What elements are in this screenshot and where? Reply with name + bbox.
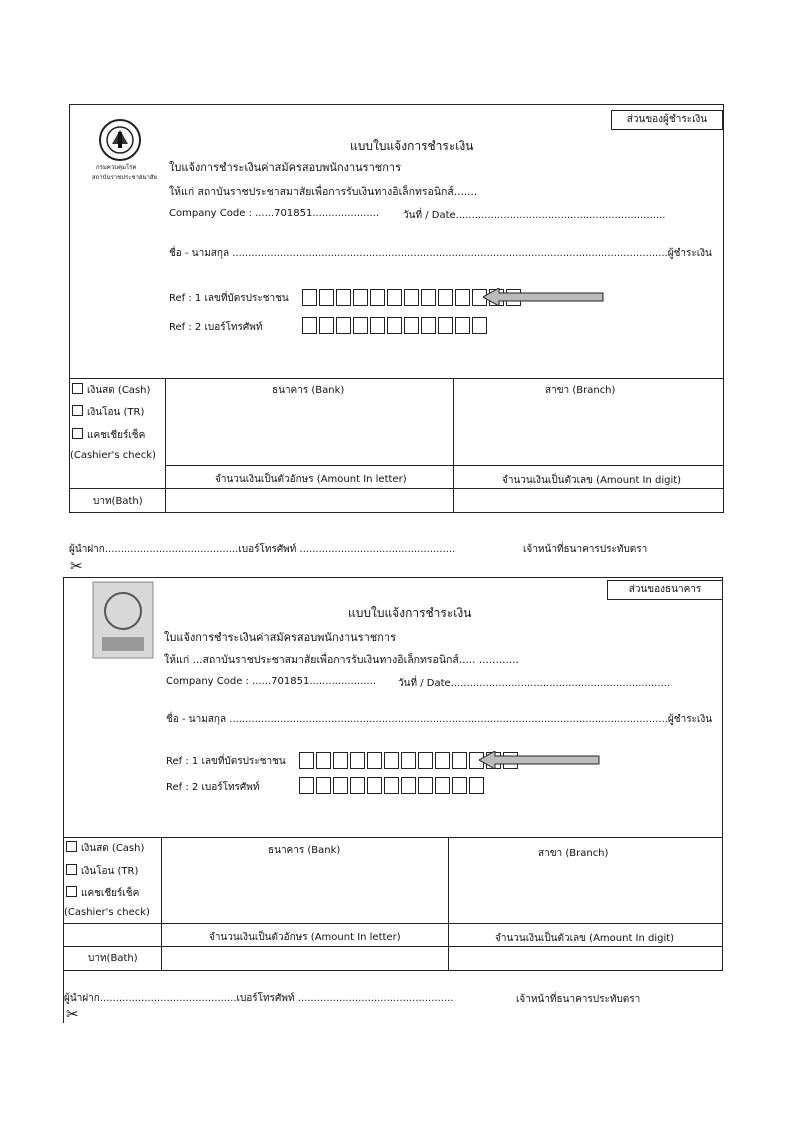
bank-ref1-label: Ref : 1 เลขที่บัตรประชาชน [166,756,286,767]
bank-header: ธนาคาร (Bank) [268,845,341,856]
payer-company-code: Company Code : ......701851..................... [169,208,380,219]
bank-officer-stamp: เจ้าหน้าที่ธนาคารประทับตรา [516,994,641,1005]
bank-section-tag: ส่วนของธนาคาร [607,580,723,600]
bank-to-line: ให้แก่ ...สถาบันราชประชาสมาสัยเพื่อการรับเงินทางอิเล็กทรอนิกส์..... ............ [164,654,519,666]
checkbox-icon [66,886,77,897]
transfer-option[interactable] [66,864,138,879]
branch-header: สาขา (Branch) [538,848,609,859]
cheque-option[interactable] [72,428,145,443]
cheque-english-label: (Cashier's check) [64,907,150,918]
cash-label: เงินสด (Cash) [81,843,145,854]
bank-date-field[interactable]: วันที่ / Date..................................................................... [398,678,671,689]
cheque-label: แคชเชียร์เช็ค [81,888,140,899]
cash-option[interactable] [72,383,150,398]
bank-depositor-field[interactable]: ผู้นำฝาก...........................................เบอร์โทรศัพท์ ................................................. [64,993,454,1004]
checkbox-icon [66,841,77,852]
pointer-arrow-icon [483,288,605,306]
bank-phone-boxes[interactable] [299,777,484,794]
ministry-logo-icon [92,118,148,162]
payer-ref1-label: Ref : 1 เลขที่บัตรประชาชน [169,293,289,304]
payer-name-field[interactable]: ชื่อ - นามสกุล .........................................................................................................................................ผู้ชำระเงิน [169,248,712,259]
checkbox-icon [72,428,83,439]
payer-to-line: ให้แก่ สถาบันราชประชาสมาสัยเพื่อการรับเงินทางอิเล็กทรอนิกส์....... [169,186,478,198]
baht-label: บาท(Bath) [93,496,143,507]
payer-slip-title: แบบใบแจ้งการชำระเงิน [350,139,474,153]
transfer-label: เงินโอน (TR) [81,866,139,877]
payer-phone-boxes[interactable] [302,317,487,334]
scissors-icon: ✂ [70,557,83,575]
baht-label: บาท(Bath) [88,953,138,964]
payer-depositor-field[interactable]: ผู้นำฝาก..........................................เบอร์โทรศัพท์ ................................................. [69,544,456,555]
pointer-arrow-icon [479,751,601,769]
cheque-label: แคชเชียร์เช็ค [87,430,146,441]
checkbox-icon [66,864,77,875]
amount-digit-header: จำนวนเงินเป็นตัวเลข (Amount In digit) [495,933,675,944]
amount-digit-header: จำนวนเงินเป็นตัวเลข (Amount In digit) [502,475,682,486]
transfer-label: เงินโอน (TR) [87,407,145,418]
payer-subtitle: ใบแจ้งการชำระเงินค่าสมัครสอบพนักงานราชการ [169,161,401,174]
bank-slip-title: แบบใบแจ้งการชำระเงิน [348,606,472,620]
bank-subtitle: ใบแจ้งการชำระเงินค่าสมัครสอบพนักงานราชการ [164,631,396,644]
amount-letter-header: จำนวนเงินเป็นตัวอักษร (Amount In letter) [209,932,401,943]
scissors-icon: ✂ [66,1005,79,1023]
bank-ref2-label: Ref : 2 เบอร์โทรศัพท์ [166,782,260,793]
amount-letter-header: จำนวนเงินเป็นตัวอักษร (Amount In letter) [215,474,407,485]
cash-label: เงินสด (Cash) [87,385,151,396]
bank-header: ธนาคาร (Bank) [272,385,345,396]
cheque-english-label: (Cashier's check) [70,450,156,461]
bank-company-code: Company Code : ......701851..................... [166,676,377,687]
ministry-logo-stamp-icon [92,581,154,659]
checkbox-icon [72,405,83,416]
logo-caption-2: สถาบันราชประชาสมาสัย [92,174,158,181]
payer-section-tag: ส่วนของผู้ชำระเงิน [611,110,723,130]
transfer-option[interactable] [72,405,144,420]
payer-date-field[interactable]: วันที่ / Date.................................................................. [403,210,666,221]
payer-ref2-label: Ref : 2 เบอร์โทรศัพท์ [169,322,263,333]
checkbox-icon [72,383,83,394]
cash-option[interactable] [66,841,144,856]
logo-caption-1: กรมควบคุมโรค [96,164,137,171]
cheque-option[interactable] [66,886,139,901]
branch-header: สาขา (Branch) [545,385,616,396]
payer-officer-stamp: เจ้าหน้าที่ธนาคารประทับตรา [523,544,648,555]
bank-name-field[interactable]: ชื่อ - นามสกุล ..........................................................................................................................................ผู้ชำระเงิน [166,714,713,725]
